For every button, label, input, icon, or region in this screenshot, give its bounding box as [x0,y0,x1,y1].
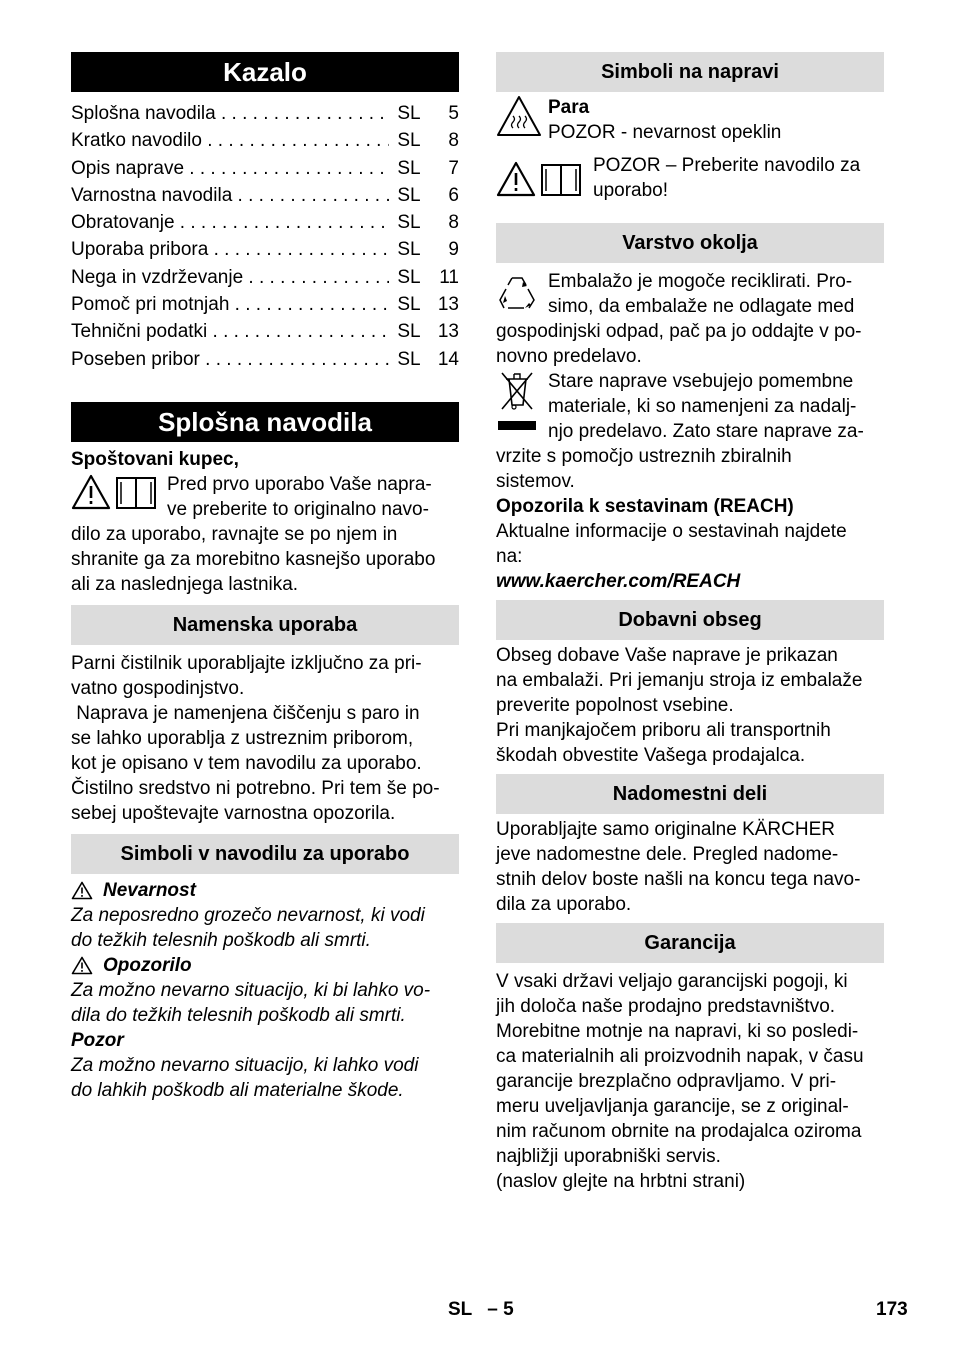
warning-manual-icon [71,472,167,522]
intended-use-text: Parni čistilnik uporabljajte izključno za pri- vatno gospodinjstvo. Naprava je namenjena čiščenju s paro in se lahko uporablja z ustreznim priborom, kot je opisano v tem navodilu za uporabo. Čistilno sredstvo ni potrebno. Pri tem še po- sebej upoštevajte varnostna opozorila. [71,652,440,824]
toc-row[interactable]: Kratko navodilo . . . SL 8 [71,127,459,154]
toc-row[interactable]: Tehnični podatki . . . SL 13 [71,318,459,345]
section-heading-intended-use: Namenska uporaba [71,605,459,645]
section-heading-manual-symbols: Simboli v navodilu za uporabo [71,834,459,874]
spare-parts-text: Uporabljajte samo originalne KÄRCHER jeve nadomestne dele. Pregled nadome- stnih delov boste našli na koncu tega navo- dila za uporabo. [496,819,861,915]
warning-icon [71,953,103,978]
warranty-text: V vsaki državi veljajo garancijski pogoji, ki jih določa naše prodajno predstavništvo. Morebitne motnje na napravi, ki so posledi- ca materialnih ali proizvodnih napak, v času garancije brezplačno odpravljamo. V pri- meru uveljavljanja garancije, se z original- nim računom obrnite na prodajalca oziroma najbližji uporabniški servis. (naslov glejte na hrbtni strani) [496,971,864,1192]
manual-symbols-text: Nevarnost Za neposredno grozečo nevarnost, ki vodi do težkih telesnih poškodb ali smrti. Opozorilo Za možno nevarno situacijo, ki bi lahko vo- dila do težkih telesnih poškodb ali smrti. Pozor Za možno nevarno situacijo, ki lahko vodi do lahkih poškodb ali materialne škode. [71,878,459,1103]
caution-label: Pozor [71,1029,124,1051]
toc-row[interactable]: Nega in vzdrževanje . . . SL 11 [71,264,459,291]
toc-row[interactable]: Pomoč pri motnjah . . . SL 13 [71,291,459,318]
reach-title: Opozorila k sestavinam (REACH) [496,496,794,517]
section-heading-device-symbols: Simboli na napravi [496,52,884,92]
warning-label: Opozorilo [103,954,192,976]
recycle-icon [496,269,548,319]
hot-steam-icon [496,95,548,145]
danger-warning-icon [71,878,103,903]
toc-row[interactable]: Splošna navodila . . . SL 5 [71,100,459,127]
crossed-bin-icon [496,369,548,444]
steam-label: Para [548,97,590,118]
danger-label: Nevarnost [103,879,196,901]
intro-block: Pred prvo uporabo Vaše napra- ve preberite to originalno navo- [71,472,459,522]
toc-row[interactable]: Obratovanje . . . SL 8 [71,209,459,236]
right-column: Simboli na napravi Para POZOR - nevarnost opeklin POZOR – Preberite navodilo za uporabo! Varstvo okolja Embalažo je mogoče reciklirati. Pro- simo, da embalaže ne odlagate med gospodinjski odpad, pač pa jo oddajte v po- novno predelavo. Stare naprave vsebujejo pomembne materiale, ki so namenjeni za nadalj- njo predelavo. Zato stare naprave za- vrzite s pomočjo ustreznih zbiralnih sistemov. Opozorila k sestavinam (REACH) Aktualne informacije o sestavinah najdete na: www.kaercher.com/REACH Dobavni obseg Obseg dobave Vaše naprave je prikazan na embalaži. Pri jemanju stroja iz embalaže preverite popolnost vsebine. Pri manjkajočem priboru ali transportnih škodah obvestite Vašega prodajalca. Nadomestni deli Uporabljajte samo originalne KÄRCHER jeve nadomestne dele. Pregled nadome- stnih delov boste našli na koncu tega navo- dila za uporabo. Garancija V vsaki državi veljajo garancijski pogoji, ki jih določa naše prodajno predstavništvo. Morebitne motnje na napravi, ki so posledi- ca materialnih ali proizvodnih napak, v času garancije brezplačno odpravljamo. V pri- meru uveljavljanja garancije, se z original- nim računom obrnite na prodajalca oziroma najbližji uporabniški servis. (naslov glejte na hrbtni strani) [496,52,884,1194]
toc-row[interactable]: Poseben pribor . . . SL 14 [71,346,459,373]
toc-row[interactable]: Opis naprave . . . SL 7 [71,155,459,182]
toc-row[interactable]: Uporaba pribora . . . SL 9 [71,236,459,263]
section-heading-spare-parts: Nadomestni deli [496,774,884,814]
section-heading-scope: Dobavni obseg [496,600,884,640]
scope-text: Obseg dobave Vaše naprave je prikazan na embalaži. Pri jemanju stroja iz embalaže preverite popolnost vsebine. Pri manjkajočem priboru ali transportnih škodah obvestite Vašega prodajalca. [496,645,863,766]
left-column: Kazalo Splošna navodila . . . SL 5 Kratko navodilo . . . SL 8 Opis naprave . . . SL 7 Varnostna navodila . . . SL 6 Obratovanje . . . SL 8 Uporaba pribora . . . SL 9 Nega in vzdrževanje . . . SL 11 Pomoč pri motnjah . . . SL 13 Tehnični podatki . . . SL 13 Poseben pribor . . . SL 14 Splošna navodila Spoštovani kupec, Pred prvo uporabo Vaše napra- ve preberite to originalno navo- dilo za uporabo, ravnajte se po njem in shranite ga za morebitno kasnejšo uporabo ali za naslednjega lastnika. Namenska uporaba Parni čistilnik uporabljajte izključno za pri- vatno gospodinjstvo. Naprava je namenjena čiščenju s paro in se lahko uporablja z ustreznim priborom, kot je opisano v tem navodilu za uporabo. Čistilno sredstvo ni potrebno. Pri tem še po- sebej upoštevajte varnostna opozorila. Simboli v navodilu za uporabo Nevarnost Za neposredno grozečo nevarnost, ki vodi do težkih telesnih poškodb ali smrti. Opozorilo Za možno nevarno situacijo, ki bi lahko vo- dila do težkih telesnih poškodb ali smrti. Pozor Za možno nevarno situacijo, ki lahko vodi do lahkih poškodb ali materialne škode. [71,52,459,1103]
section-heading-environment: Varstvo okolja [496,223,884,263]
section-heading-warranty: Garancija [496,923,884,963]
footer-section-code: SL – 5 [448,1299,514,1320]
page-number: 173 [876,1299,908,1320]
recycle-block: Embalažo je mogoče reciklirati. Pro- simo, da embalaže ne odlagate med [496,269,884,319]
section-heading-general: Splošna navodila [71,402,459,442]
greeting: Spoštovani kupec, [71,448,239,470]
toc-row[interactable]: Varnostna navodila . . . SL 6 [71,182,459,209]
read-manual-icon [496,153,593,203]
toc-list [71,100,459,373]
steam-symbol-block: Para POZOR - nevarnost opeklin [496,95,884,145]
read-manual-block: POZOR – Preberite navodilo za uporabo! [496,153,884,203]
toc-heading: Kazalo [71,52,459,92]
weee-block: Stare naprave vsebujejo pomembne materiale, ki so namenjeni za nadalj- njo predelavo. Zato stare naprave za- [496,369,884,444]
reach-link[interactable]: www.kaercher.com/REACH [496,571,741,592]
